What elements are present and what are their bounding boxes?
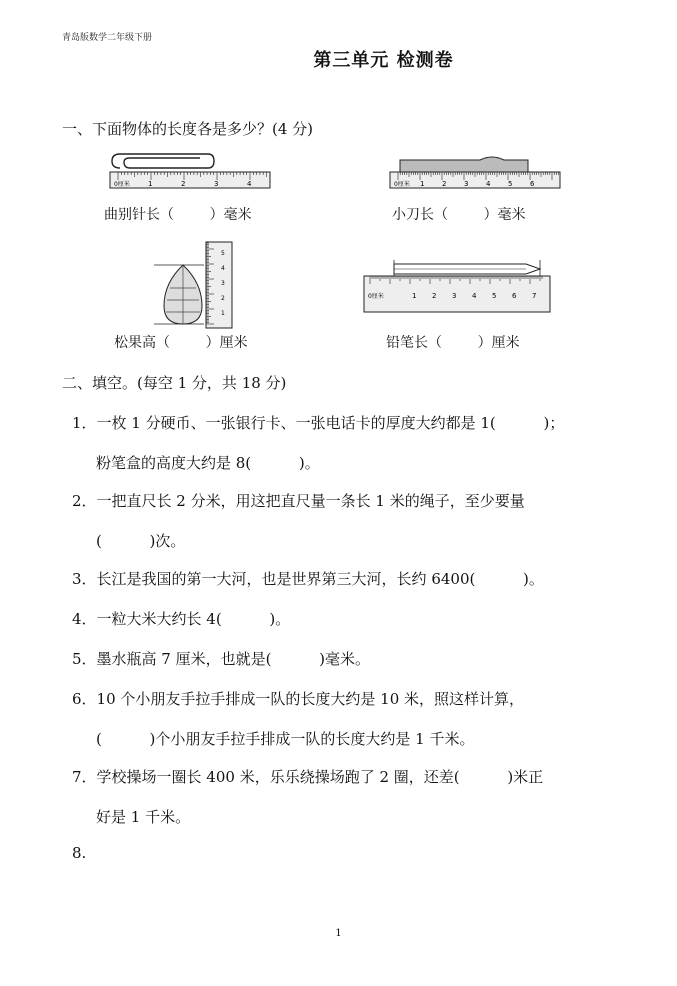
ruler-figures: [100, 148, 570, 358]
ruler4-tick-5: 5: [492, 292, 497, 300]
question-4: 4．一粒大米大约长 4( )。: [72, 610, 291, 628]
question-7a: 7．学校操场一圈长 400 米，乐乐绕操场跑了 2 圈，还差( )米正: [72, 768, 544, 786]
question-6a: 6．10 个小朋友手拉手排成一队的长度大约是 10 米，照这样计算，: [72, 690, 525, 708]
question-5: 5．墨水瓶高 7 厘米，也就是( )毫米。: [72, 650, 371, 668]
ruler3-tick-2: 2: [221, 295, 225, 302]
ruler1-tick-2: 2: [181, 180, 186, 188]
ruler4-tick-6: 6: [512, 292, 517, 300]
question-2a: 2．一把直尺长 2 分米，用这把直尺量一条长 1 米的绳子，至少要量: [72, 492, 525, 510]
ruler4-tick-2: 2: [432, 292, 437, 300]
ruler4-tick-3: 3: [452, 292, 457, 300]
ruler3-tick-1: 1: [221, 310, 225, 317]
ruler1-tick-1: 1: [148, 180, 153, 188]
ruler2-tick-4: 4: [486, 180, 491, 188]
ruler4-tick-4: 4: [472, 292, 477, 300]
knife-icon: [400, 157, 528, 172]
ruler2-unit: 0厘米: [394, 181, 410, 188]
pencil-figure: [364, 260, 550, 312]
clip-caption: 曲别针长（ ）毫米: [104, 207, 252, 223]
question-3: 3．长江是我国的第一大河，也是世界第三大河，长约 6400( )。: [72, 570, 544, 588]
header-note: 青岛版数学二年级下册: [62, 33, 153, 43]
ruler2-tick-2: 2: [442, 180, 447, 188]
ruler1-unit: 0厘米: [114, 181, 130, 188]
ruler1-tick-3: 3: [214, 180, 219, 188]
knife-caption: 小刀长（ ）毫米: [392, 207, 526, 223]
question-8: 8.: [72, 844, 87, 862]
clip-figure: [110, 154, 270, 188]
question-7b: 好是 1 千米。: [96, 808, 191, 826]
pinecone-caption: 松果高（ ）厘米: [114, 335, 248, 351]
ruler4-tick-7: 7: [532, 292, 537, 300]
ruler3-tick-4: 4: [221, 265, 225, 272]
question-1a: 1．一枚 1 分硬币、一张银行卡、一张电话卡的厚度大约都是 1( )；: [72, 414, 565, 432]
section1-heading: 一、下面物体的长度各是多少？(4 分): [62, 120, 314, 138]
page-title: 第三单元 检测卷: [313, 50, 454, 71]
question-1b: 粉笔盒的高度大约是 8( )。: [96, 454, 320, 472]
ruler2-tick-1: 1: [420, 180, 425, 188]
ruler-3: [206, 242, 232, 328]
ruler3-tick-5: 5: [221, 250, 225, 257]
clip-icon: [112, 154, 214, 168]
pencil-caption: 铅笔长（ ）厘米: [386, 335, 520, 351]
pinecone-figure: [154, 242, 232, 328]
question-2b: ( )次。: [96, 532, 186, 550]
ruler4-tick-1: 1: [412, 292, 417, 300]
ruler3-tick-3: 3: [221, 280, 225, 287]
ruler2-tick-5: 5: [508, 180, 513, 188]
knife-figure: [390, 157, 560, 188]
ruler2-tick-6: 6: [530, 180, 535, 188]
ruler-4: [364, 276, 550, 312]
ruler-1: [110, 172, 270, 188]
ruler4-unit: 0厘米: [368, 293, 384, 300]
section2-heading: 二、填空。(每空 1 分，共 18 分): [62, 374, 287, 392]
page-number: 1: [335, 928, 342, 939]
figures-svg: [100, 148, 570, 358]
ruler2-tick-3: 3: [464, 180, 469, 188]
question-6b: ( )个小朋友手拉手排成一队的长度大约是 1 千米。: [96, 730, 475, 748]
ruler1-tick-4: 4: [247, 180, 252, 188]
